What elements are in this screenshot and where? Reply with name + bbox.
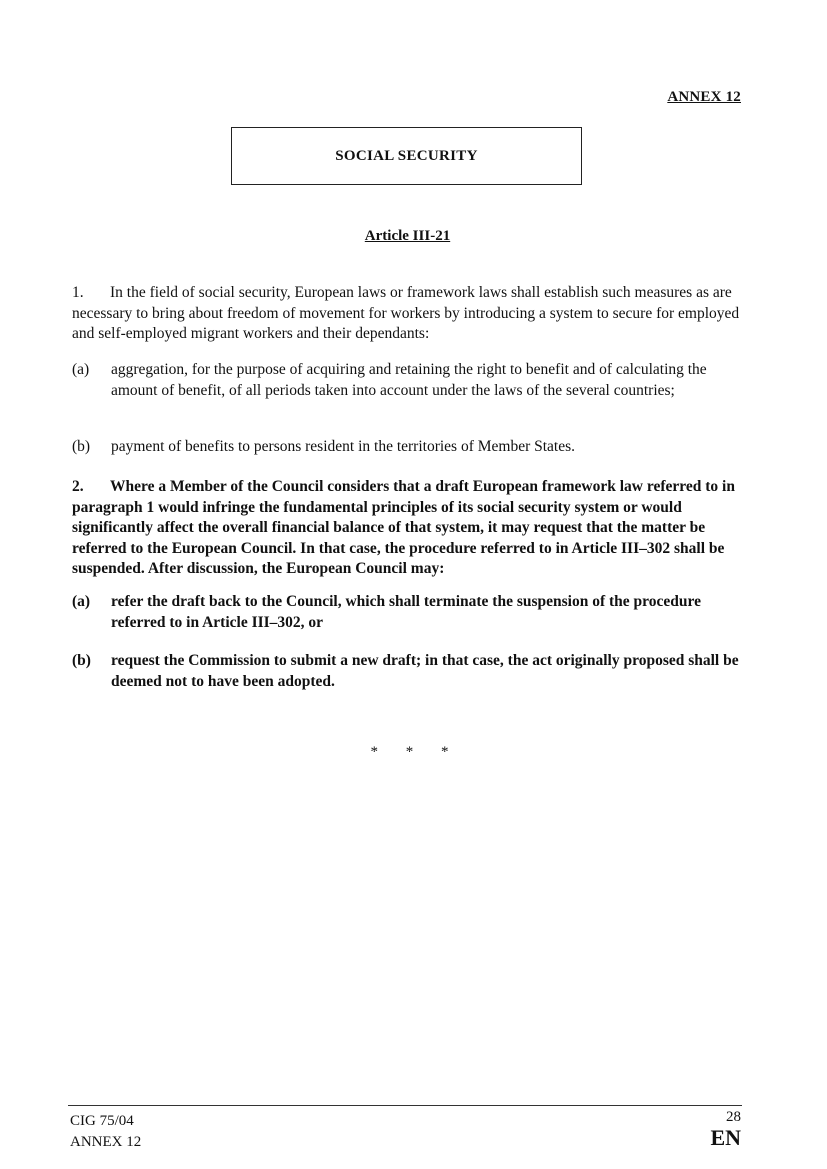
item-text: payment of benefits to persons resident in the territories of Member States. [111, 438, 576, 455]
paragraph-1-text: In the field of social security, European laws or framework laws shall establish such measures as are necessary to bring about freedom of movement for workers by introducing a system to secure for employed and self-employed migrant workers and their dependants: [72, 284, 740, 342]
paragraph-1-item-b [72, 437, 744, 458]
title-box [231, 127, 582, 185]
annex-label: ANNEX 12 [667, 89, 741, 105]
item-text: aggregation, for the purpose of acquiring and retaining the right to benefit and of calculating the amount of benefit, of all periods taken into account under the laws of the several countries; [111, 361, 707, 399]
footer-rule [68, 1105, 742, 1106]
footer-language: EN [710, 1125, 741, 1150]
article-heading-text: Article III-21 [364, 228, 451, 244]
paragraph-2-item-a [72, 592, 744, 633]
item-marker: (b) [72, 652, 91, 669]
paragraph-2 [72, 477, 744, 580]
section-separator [0, 744, 827, 761]
footer-page-number: 28 [726, 1109, 741, 1125]
paragraph-1-number: 1. [72, 284, 84, 301]
paragraph-2-item-b [72, 651, 744, 692]
footer-left [70, 1111, 141, 1153]
footer-annex-ref: ANNEX 12 [70, 1134, 142, 1150]
paragraph-2-text: Where a Member of the Council considers that a draft European framework law referred to in paragraph 1 would infringe the fundamental principles of its social security system or would significantly affect the overall financial balance of that system, it may request that the matter be referred to the European Council. In that case, the procedure referred to in Article III–302 shall be suspended. After discussion, the European Council may: [72, 478, 735, 577]
item-marker: (a) [72, 593, 91, 610]
paragraph-1 [72, 283, 744, 345]
separator-stars: * * * [370, 744, 461, 760]
item-marker: (a) [72, 361, 90, 378]
paragraph-2-number: 2. [72, 478, 84, 495]
article-heading [0, 228, 827, 245]
paragraph-1-item-a [72, 360, 744, 401]
footer-doc-ref: CIG 75/04 [70, 1113, 134, 1129]
item-marker: (b) [72, 438, 91, 455]
section-title: SOCIAL SECURITY [335, 147, 478, 164]
item-text: request the Commission to submit a new draft; in that case, the act originally proposed shall be deemed not to have been adopted. [111, 652, 739, 690]
item-text: refer the draft back to the Council, which shall terminate the suspension of the procedure referred to in Article III–302, or [111, 593, 701, 631]
